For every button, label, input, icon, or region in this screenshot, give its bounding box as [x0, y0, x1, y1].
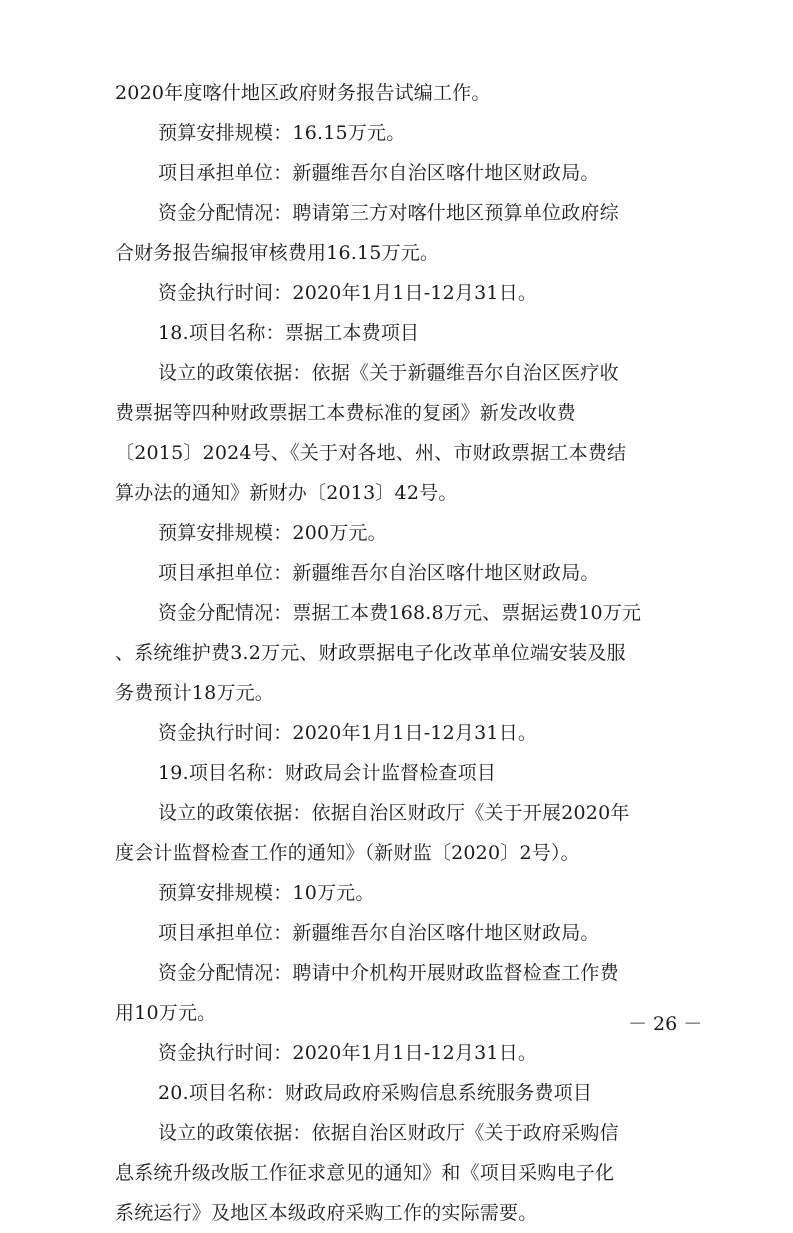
text-line: 系统运行》及地区本级政府采购工作的实际需要。 — [115, 1202, 538, 1224]
text-line: 合财务报告编报审核费用16.15万元。 — [115, 242, 440, 264]
text-line: 设立的政策依据：依据自治区财政厅《关于政府采购信 — [158, 1122, 619, 1144]
text-line: 预算安排规模：10万元。 — [158, 882, 375, 904]
text-line: 2020年度喀什地区政府财务报告试编工作。 — [115, 82, 491, 104]
text-line: 资金分配情况：聘请中介机构开展财政监督检查工作费 — [158, 962, 619, 984]
page-number: － 26 － — [628, 1013, 703, 1035]
text-line: 算办法的通知》新财办〔2013〕42号。 — [115, 482, 458, 504]
text-line: 用10万元。 — [115, 1002, 217, 1024]
text-line: 费票据等四种财政票据工本费标准的复函》新发改收费 — [115, 402, 576, 424]
text-line: 资金分配情况：聘请第三方对喀什地区预算单位政府综 — [158, 202, 619, 224]
text-line: 息系统升级改版工作征求意见的通知》和《项目采购电子化 — [115, 1162, 615, 1184]
document-body — [115, 73, 685, 1233]
text-line: 项目承担单位：新疆维吾尔自治区喀什地区财政局。 — [158, 922, 600, 944]
text-line: 资金执行时间：2020年1月1日-12月31日。 — [158, 282, 538, 304]
section-heading: 19.项目名称：财政局会计监督检查项目 — [158, 762, 497, 784]
text-line: 〔2015〕2024号、《关于对各地、州、市财政票据工本费结 — [115, 442, 627, 464]
text-line: 资金执行时间：2020年1月1日-12月31日。 — [158, 722, 538, 744]
section-heading: 18.项目名称：票据工本费项目 — [158, 322, 420, 344]
text-line: 度会计监督检查工作的通知》（新财监〔2020〕2号）。 — [115, 842, 580, 864]
text-line: 设立的政策依据：依据《关于新疆维吾尔自治区医疗收 — [158, 362, 619, 384]
text-line: 设立的政策依据：依据自治区财政厅《关于开展2020年 — [158, 802, 630, 824]
text-line: 资金分配情况：票据工本费168.8万元、票据运费10万元 — [158, 602, 642, 624]
text-line: 资金执行时间：2020年1月1日-12月31日。 — [158, 1042, 538, 1064]
text-line: 预算安排规模：16.15万元。 — [158, 122, 406, 144]
text-line: 项目承担单位：新疆维吾尔自治区喀什地区财政局。 — [158, 162, 600, 184]
section-heading: 20.项目名称：财政局政府采购信息系统服务费项目 — [158, 1082, 593, 1104]
text-line: 务费预计18万元。 — [115, 682, 274, 704]
text-line: 、系统维护费3.2万元、财政票据电子化改革单位端安装及服 — [115, 642, 626, 664]
text-line: 预算安排规模：200万元。 — [158, 522, 387, 544]
text-line: 项目承担单位：新疆维吾尔自治区喀什地区财政局。 — [158, 562, 600, 584]
